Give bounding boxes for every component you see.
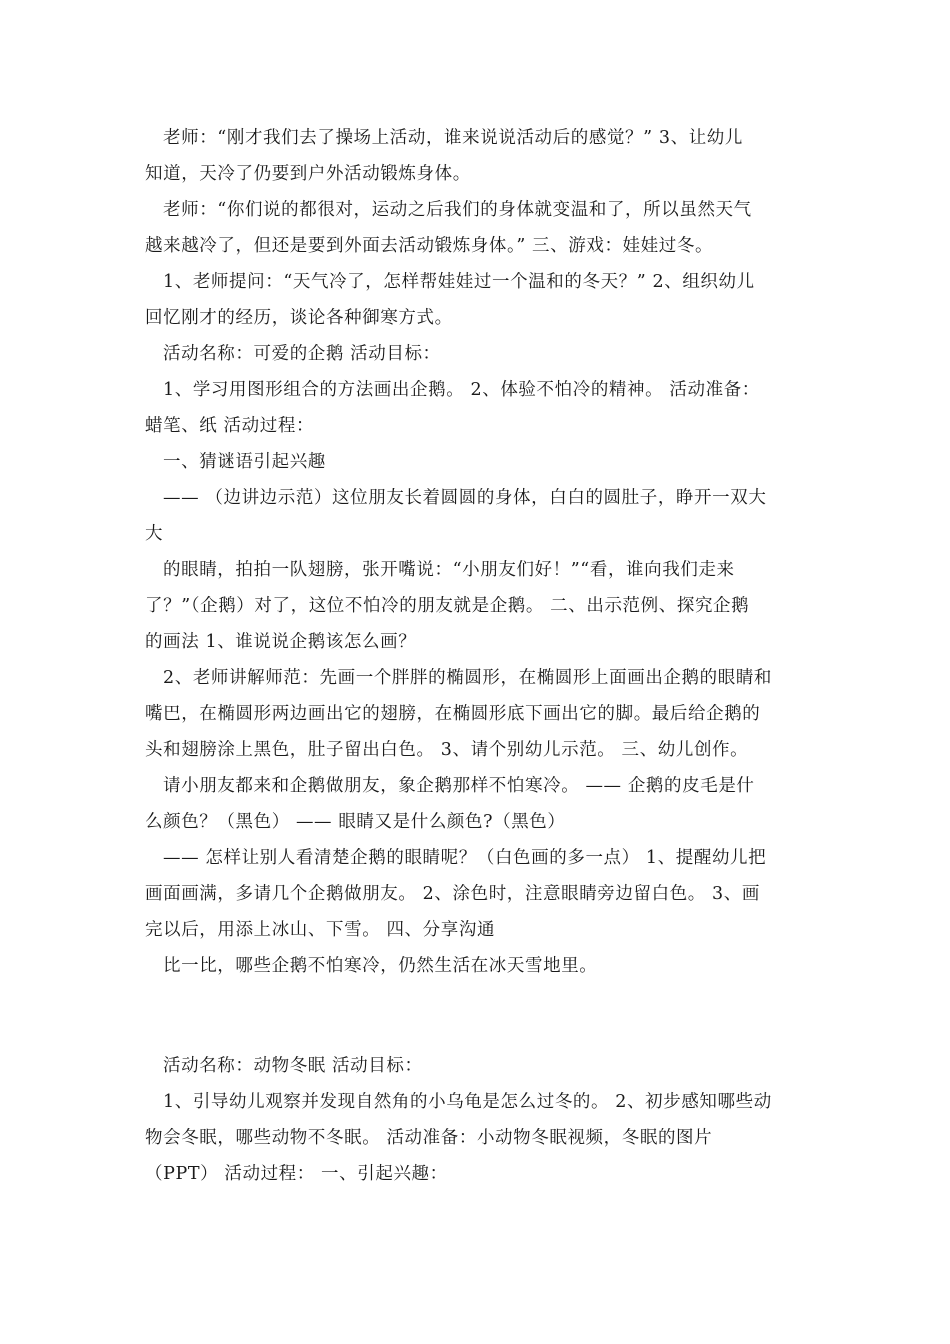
text-line: 一、猜谜语引起兴趣 [163,452,326,472]
text-line: 老师：“刚才我们去了操场上活动，谁来说说活动后的感觉？” 3、让幼儿 [163,128,743,148]
text-line: （PPT） 活动过程： 一、引起兴趣： [145,1164,448,1184]
text-line: 物会冬眠，哪些动物不冬眠。 活动准备：小动物冬眠视频，冬眠的图片 [145,1128,713,1148]
text-line: 活动名称：动物冬眠 活动目标： [163,1056,423,1076]
text-line: 老师：“你们说的都很对，运动之后我们的身体就变温和了，所以虽然天气 [163,200,752,220]
text-line: —— 怎样让别人看清楚企鹅的眼睛呢？（白色画的多一点） 1、提醒幼儿把 [163,848,767,868]
text-line: 了？”（企鹅）对了，这位不怕冷的朋友就是企鹅。 二、出示范例、探究企鹅 [145,596,750,616]
text-line: 1、老师提问：“天气冷了，怎样帮娃娃过一个温和的冬天？” 2、组织幼儿 [163,272,755,292]
text-line: 么颜色？（黑色） —— 眼睛又是什么颜色?（黑色） [145,812,566,832]
text-line: 活动名称：可爱的企鹅 活动目标： [163,344,441,364]
text-line: 请小朋友都来和企鹅做朋友，象企鹅那样不怕寒冷。 —— 企鹅的皮毛是什 [163,776,755,796]
text-line: 画面画满，多请几个企鹅做朋友。 2、涂色时，注意眼睛旁边留白色。 3、画 [145,884,760,904]
text-line: 大 [145,524,164,544]
text-line: 蜡笔、纸 活动过程： [145,416,315,436]
text-line: 比一比，哪些企鹅不怕寒冷，仍然生活在冰天雪地里。 [163,956,598,976]
text-line: 的画法 1、谁说说企鹅该怎么画？ [145,632,417,652]
text-line: 嘴巴，在椭圆形两边画出它的翅膀，在椭圆形底下画出它的脚。最后给企鹅的 [145,704,761,724]
text-line: 头和翅膀涂上黑色，肚子留出白色。 3、请个别幼儿示范。 三、幼儿创作。 [145,740,749,760]
text-line: 回忆刚才的经历，谈论各种御寒方式。 [145,308,453,328]
text-line: 越来越冷了，但还是要到外面去活动锻炼身体。” 三、游戏：娃娃过冬。 [145,236,714,256]
text-line: 1、引导幼儿观察并发现自然角的小乌龟是怎么过冬的。 2、初步感知哪些动 [163,1092,772,1112]
text-line: 完以后，用添上冰山、下雪。 四、分享沟通 [145,920,496,940]
text-line: 1、学习用图形组合的方法画出企鹅。 2、体验不怕冷的精神。 活动准备： [163,380,760,400]
text-line: 知道，天冷了仍要到户外活动锻炼身体。 [145,164,471,184]
text-line: —— （边讲边示范）这位朋友长着圆圆的身体，白白的圆肚子，睁开一双大 [163,488,767,508]
text-line: 2、老师讲解师范：先画一个胖胖的椭圆形，在椭圆形上面画出企鹅的眼睛和 [163,668,773,688]
text-line: 的眼睛，拍拍一队翅膀，张开嘴说：“小朋友们好！”“看，谁向我们走来 [163,560,735,580]
